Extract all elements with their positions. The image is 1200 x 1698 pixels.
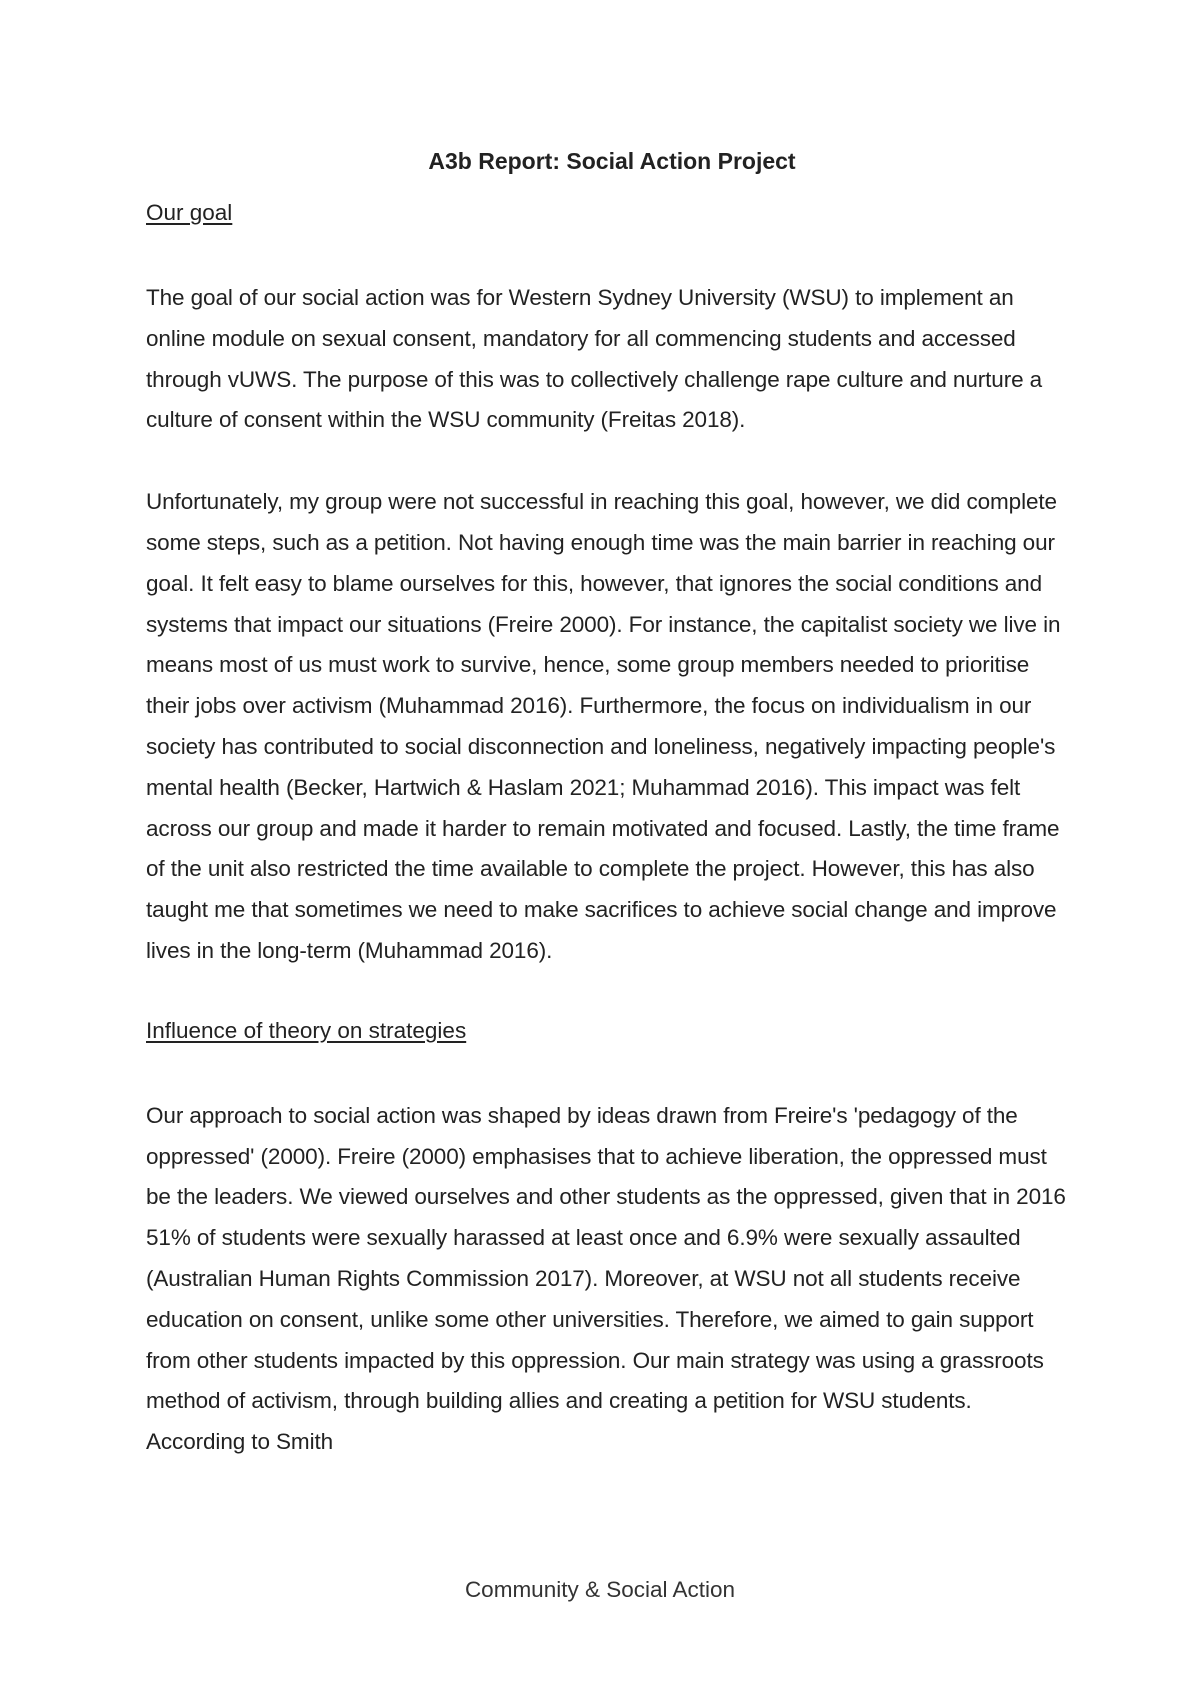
spacer [146, 228, 1066, 278]
paragraph-goal: The goal of our social action was for Western Sydney University (WSU) to implement an online module on sexual consent, mandatory for all commencing students and accessed through vUWS. The purpose of this was to collectively challenge rape culture and nurture a culture of consent within the WSU community (Freitas 2018). [146, 285, 1043, 433]
spacer [146, 441, 1066, 482]
document-body [146, 146, 1066, 1463]
spacer [146, 972, 1066, 1016]
page-footer: Community & Social Action [464, 1577, 736, 1602]
paragraph-outcome: Unfortunately, my group were not successful in reaching this goal, however, we did complete some steps, such as a petition. Not having enough time was the main barrier in reaching our goal. It felt easy to blame ourselves for this, however, that ignores the social conditions and systems that impact our situations (Freire 2000). For instance, the capitalist society we live in means most of us must work to survive, hence, some group members needed to prioritise their jobs over activism (Muhammad 2016). Furthermore, the focus on individualism in our society has contributed to social disconnection and loneliness, negatively impacting people's mental health (Becker, Hartwich & Haslam 2021; Muhammad 2016). This impact was felt across our group and made it harder to remain motivated and focused. Lastly, the time frame of the unit also restricted the time available to complete the project. However, this has also taught me that sometimes we need to make sacrifices to achieve social change and improve lives in the long-term (Muhammad 2016). [146, 489, 1061, 963]
document-title: A3b Report: Social Action Project [428, 148, 796, 174]
section-heading-our-goal: Our goal [146, 200, 233, 225]
spacer [146, 1046, 1066, 1096]
section-heading-influence-of-theory: Influence of theory on strategies [146, 1017, 467, 1043]
paragraph-approach: Our approach to social action was shaped by ideas drawn from Freire's 'pedagogy of the oppressed' (2000). Freire (2000) emphasises that to achieve liberation, the oppressed must be the leaders. We viewed ourselves and other students as the oppressed, given that in 2016 51% of students were sexually harassed at least once and 6.9% were sexually assaulted (Australian Human Rights Commission 2017). Moreover, at WSU not all students receive education on consent, unlike some other universities. Therefore, we aimed to gain support from other students impacted by this oppression. Our main strategy was using a grassroots method of activism, through building allies and creating a petition for WSU students. According to Smith [146, 1102, 1066, 1455]
